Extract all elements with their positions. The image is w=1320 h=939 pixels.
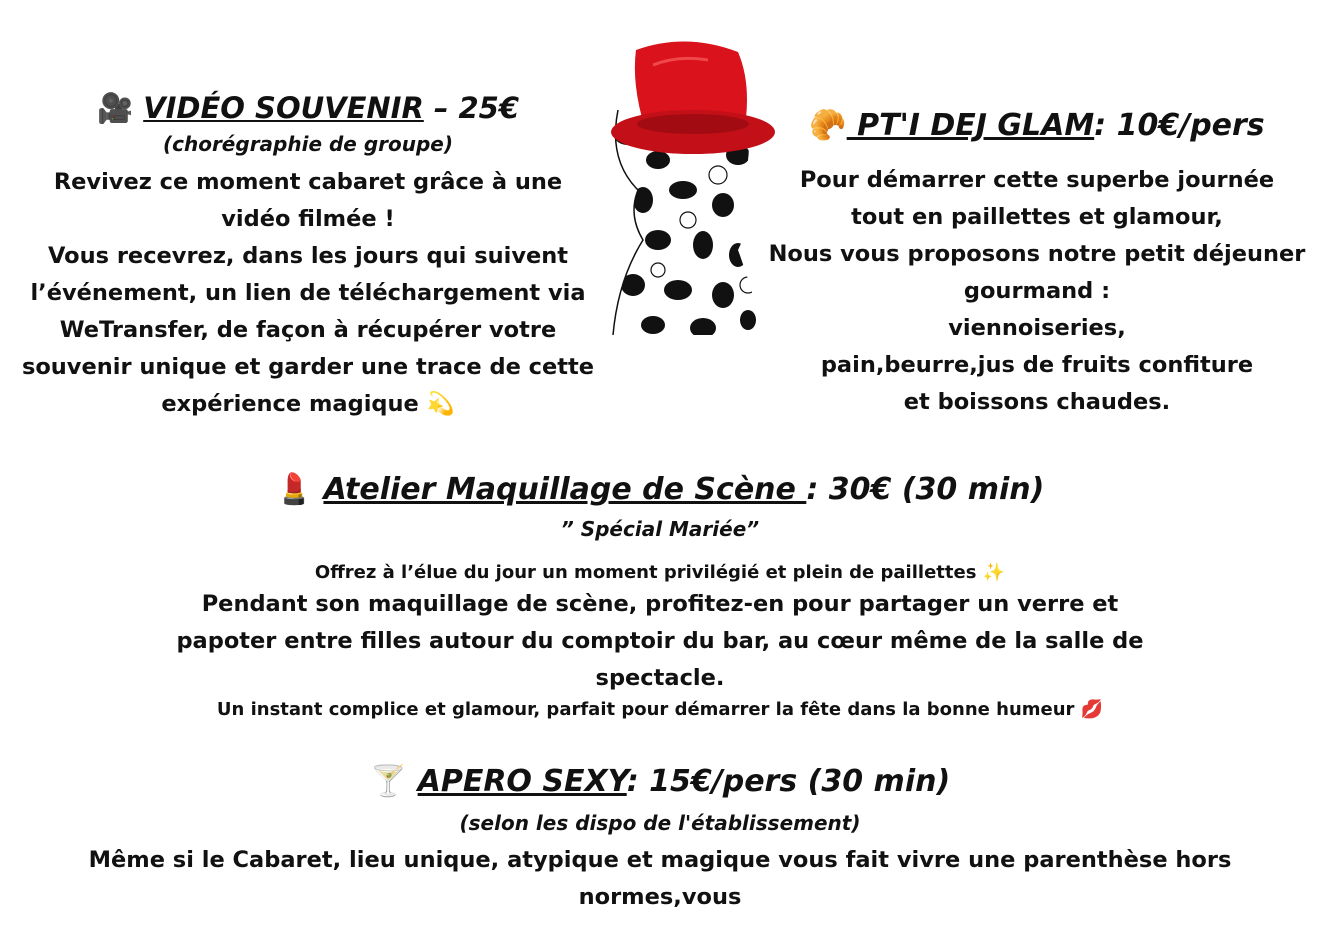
description-line: gourmand : xyxy=(963,278,1111,304)
video-souvenir-description xyxy=(8,164,608,423)
ptidej-glam-title: PT'I DEJ GLAM xyxy=(846,108,1095,143)
apero-sexy-subtitle: (selon les dispo de l'établissement) xyxy=(459,811,861,835)
description-line: tout en paillettes et glamour, xyxy=(851,204,1223,230)
description-line: souvenir unique et garder une trace de cette xyxy=(21,354,595,380)
apero-sexy-heading xyxy=(0,760,1320,804)
description-line: normes,vous xyxy=(578,884,742,910)
description-line: WeTransfer, de façon à récupérer votre xyxy=(59,317,557,343)
atelier-maquillage-title: Atelier Maquillage de Scène xyxy=(323,472,807,507)
ptidej-glam-heading xyxy=(752,104,1320,148)
apero-sexy-description xyxy=(0,842,1320,916)
description-line: pain,beurre,jus de fruits confiture xyxy=(820,352,1254,378)
description-line: Nous vous proposons notre petit déjeuner xyxy=(768,241,1306,267)
atelier-maquillage-subtitle: ” Spécial Mariée” xyxy=(560,517,760,541)
hat-silhouette-illustration xyxy=(598,40,778,340)
description-line: Pendant son maquillage de scène, profitez-en pour partager un verre et xyxy=(201,591,1119,617)
atelier-maquillage-intro: Offrez à l’élue du jour un moment privilégié et plein de paillettes ✨ xyxy=(314,562,1006,583)
description-line: expérience magique 💫 xyxy=(161,391,455,417)
description-line: l’événement, un lien de téléchargement via xyxy=(30,280,586,306)
description-line: et boissons chaudes. xyxy=(903,389,1171,415)
description-line: Revivez ce moment cabaret grâce à une xyxy=(53,169,563,195)
description-line: Vous recevrez, dans les jours qui suivent xyxy=(47,243,569,269)
video-souvenir-title: VIDÉO SOUVENIR xyxy=(143,91,424,125)
cocktail-icon: 🍸 xyxy=(369,764,408,799)
description-line: viennoiseries, xyxy=(948,315,1126,341)
description-line: papoter entre filles autour du comptoir du bar, au cœur même de la salle de xyxy=(176,628,1144,654)
atelier-maquillage-description xyxy=(0,586,1320,697)
ptidej-glam-price: : 10€/pers xyxy=(1094,108,1265,143)
description-line: Même si le Cabaret, lieu unique, atypique et magique vous fait vivre une parenthèse hors xyxy=(88,847,1232,873)
croissant-icon: 🥐 xyxy=(809,108,847,143)
atelier-maquillage-outro: Un instant complice et glamour, parfait pour démarrer la fête dans la bonne humeur 💋 xyxy=(216,699,1104,720)
atelier-maquillage-section xyxy=(0,468,1320,723)
atelier-maquillage-price: : 30€ (30 min) xyxy=(806,472,1045,507)
description-line: Pour démarrer cette superbe journée xyxy=(799,167,1275,193)
apero-sexy-section xyxy=(0,760,1320,916)
description-line: vidéo filmée ! xyxy=(221,206,395,232)
video-souvenir-subtitle: (chorégraphie de groupe) xyxy=(162,132,454,156)
apero-sexy-title: APERO SEXY xyxy=(417,764,627,799)
lipstick-icon: 💄 xyxy=(275,472,313,507)
ptidej-glam-section xyxy=(752,104,1320,421)
description-line: spectacle. xyxy=(595,665,725,691)
apero-sexy-price: : 15€/pers (30 min) xyxy=(626,764,951,799)
video-souvenir-heading xyxy=(8,88,608,128)
video-souvenir-section xyxy=(8,88,608,423)
video-souvenir-price: – 25€ xyxy=(423,91,520,125)
atelier-maquillage-heading xyxy=(0,468,1320,512)
camera-icon: 🎥 xyxy=(96,91,134,125)
ptidej-glam-description xyxy=(752,162,1320,421)
